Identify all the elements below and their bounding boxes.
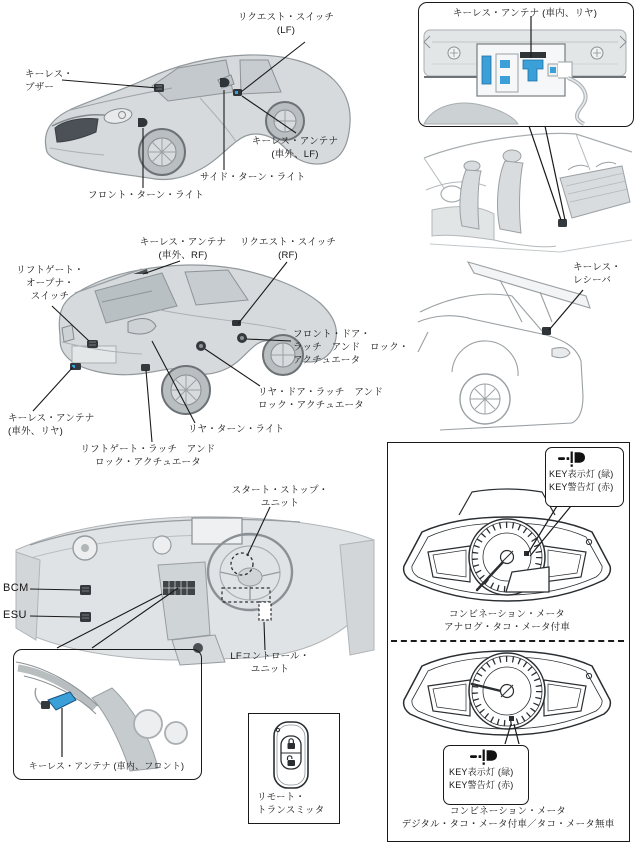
label-keyless-buzzer: キーレス・ ブザー bbox=[25, 69, 74, 93]
label-key-lamp-upper: KEY表示灯 (緑) KEY警告灯 (赤) bbox=[549, 469, 614, 492]
label-request-switch-lf: リクエスト・スイッチ (LF) bbox=[237, 12, 335, 36]
label-liftgate-latch: リフトゲート・ラッチ アンド ロック・アクチュエータ bbox=[80, 444, 216, 468]
label-esu: ESU bbox=[3, 609, 27, 621]
front-door-latch-marker bbox=[237, 333, 247, 343]
label-start-stop-unit: スタート・ストップ・ ユニット bbox=[231, 485, 329, 509]
key-warning-icon bbox=[470, 749, 498, 765]
label-keyless-antenna-exterior-lf: キーレス・アンテナ (車外、LF) bbox=[251, 136, 339, 160]
label-front-door-latch: フロント・ドア・ ラッチ アンド ロック・ アクチュエータ bbox=[293, 329, 409, 366]
label-liftgate-opener-switch: リフトゲート・ オープナ・ スイッチ bbox=[16, 265, 84, 302]
front-turn-light-marker bbox=[138, 118, 148, 127]
label-request-switch-rf: リクエスト・スイッチ (RF) bbox=[239, 237, 337, 261]
label-key-lamp-lower: KEY表示灯 (緑) KEY警告灯 (赤) bbox=[449, 767, 514, 790]
dashboard-illustration bbox=[16, 517, 374, 665]
label-keyless-receiver: キーレス・ レシーバ bbox=[573, 262, 622, 286]
liftgate-latch-marker bbox=[141, 364, 150, 371]
label-digital-meter-caption: コンビネーション・メータ デジタル・タコ・メータ付車／タコ・メータ無車 bbox=[401, 806, 615, 830]
keyless-antenna-lf-marker bbox=[233, 89, 242, 96]
key-warning-icon bbox=[558, 451, 586, 467]
label-rear-door-latch: リヤ・ドア・ラッチ アンド ロック・アクチュエータ bbox=[258, 387, 384, 411]
bcm-marker bbox=[80, 585, 91, 595]
liftgate-open-illustration bbox=[418, 262, 590, 430]
label-keyless-antenna-exterior-rf: キーレス・アンテナ (車外、RF) bbox=[139, 237, 227, 261]
cabin-rear-antenna-box bbox=[418, 2, 634, 127]
label-lf-control-unit: LFコントロール・ ユニット bbox=[230, 651, 310, 675]
side-turn-light-marker bbox=[220, 78, 230, 87]
keyless-receiver-marker bbox=[542, 327, 551, 335]
label-side-turn-light: サイド・ターン・ライト bbox=[200, 172, 306, 183]
request-switch-rf-marker bbox=[232, 320, 241, 326]
label-bcm: BCM bbox=[3, 582, 29, 594]
cabin-interior-illustration bbox=[424, 126, 632, 252]
label-keyless-antenna-exterior-rear: キーレス・アンテナ (車外、リヤ) bbox=[8, 413, 95, 437]
label-front-turn-light: フロント・ターン・ライト bbox=[88, 190, 204, 201]
label-keyless-antenna-interior-rear: キーレス・アンテナ (車内、リヤ) bbox=[452, 8, 598, 19]
label-analog-meter-caption: コンビネーション・メータ アナログ・タコ・メータ付車 bbox=[443, 609, 571, 633]
rear-door-latch-marker bbox=[196, 341, 206, 351]
esu-marker bbox=[80, 612, 91, 622]
label-remote-transmitter: リモート・ トランスミッタ bbox=[257, 792, 325, 816]
cabin-rear-antenna-marker bbox=[558, 219, 567, 227]
lf-control-unit-marker bbox=[259, 602, 271, 620]
meter-panel-divider bbox=[391, 640, 624, 642]
label-rear-turn-light: リヤ・ターン・ライト bbox=[188, 424, 285, 435]
label-keyless-antenna-interior-front: キーレス・アンテナ (車内、フロント) bbox=[28, 761, 185, 771]
